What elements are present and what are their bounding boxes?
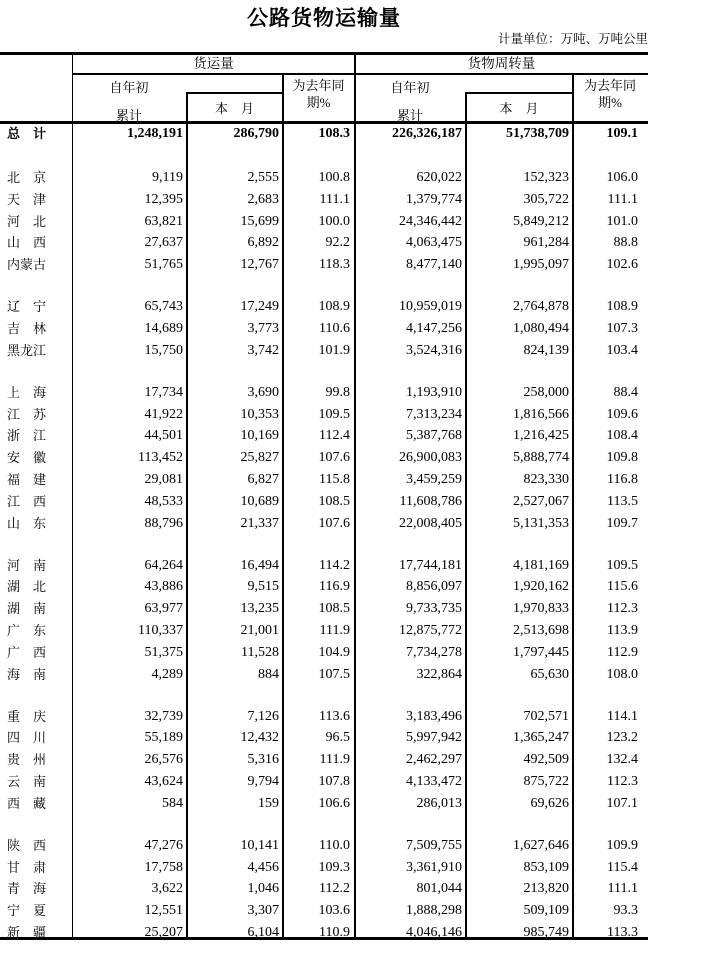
table-row <box>0 343 648 359</box>
cell: 4,147,256 <box>406 321 462 336</box>
cell: 132.4 <box>606 752 638 768</box>
row-label: 北 京 <box>7 170 47 185</box>
cell: 584 <box>162 795 183 811</box>
cell: 12,875,772 <box>399 623 462 638</box>
row-label: 海 南 <box>7 666 47 682</box>
cell: 3,524,316 <box>406 342 462 358</box>
cell: 108.5 <box>318 493 350 509</box>
cell: 109.6 <box>606 406 638 422</box>
cell: 113.5 <box>607 493 638 509</box>
cell: 7,734,278 <box>406 644 462 660</box>
cell: 3,773 <box>247 321 279 336</box>
header-month-1: 本 月 <box>214 101 254 116</box>
cell: 48,533 <box>144 493 183 509</box>
header-month-2: 本 月 <box>499 101 539 116</box>
cell: 1,816,566 <box>513 406 569 422</box>
cell: 65,743 <box>144 299 183 315</box>
cell: 1,365,247 <box>513 730 569 746</box>
cell: 88.4 <box>613 384 638 400</box>
cell: 108.4 <box>606 428 638 444</box>
cell: 13,235 <box>240 601 279 617</box>
page-title: 公路货物运输量 <box>247 6 401 30</box>
cell: 113.3 <box>607 925 638 940</box>
cell: 17,734 <box>144 384 183 400</box>
cell: 213,820 <box>523 881 569 897</box>
row-label: 内蒙古 <box>7 257 47 273</box>
row-label: 河 南 <box>7 557 47 573</box>
row-label: 新 疆 <box>7 925 47 940</box>
header-cumulative-2 <box>355 74 465 129</box>
table-row <box>0 170 648 186</box>
cell: 112.3 <box>607 601 638 617</box>
header-yoy-line2-1: 期% <box>306 95 331 110</box>
cell: 115.4 <box>607 859 638 875</box>
cell: 22,008,405 <box>399 515 462 531</box>
cell: 17,744,181 <box>399 557 462 573</box>
cell: 884 <box>258 666 279 682</box>
cell: 111.1 <box>319 191 350 207</box>
cell: 109.5 <box>318 406 350 422</box>
cell: 1,995,097 <box>513 257 569 273</box>
cell: 4,181,169 <box>513 557 569 573</box>
cell: 15,699 <box>240 213 279 229</box>
cell: 4,289 <box>151 666 183 682</box>
cell: 702,571 <box>523 708 569 724</box>
cell: 1,080,494 <box>513 321 569 336</box>
table-row <box>0 257 648 273</box>
row-label: 广 西 <box>7 644 47 660</box>
row-label: 浙 江 <box>7 428 47 444</box>
cell: 3,307 <box>247 903 279 919</box>
table-row <box>0 903 648 919</box>
cell: 3,742 <box>247 342 279 358</box>
row-label: 云 南 <box>7 774 47 789</box>
cell: 92.2 <box>325 235 350 251</box>
table-row <box>0 752 648 768</box>
cell: 118.3 <box>319 257 350 273</box>
cell: 5,997,942 <box>406 730 462 746</box>
table-row <box>0 558 648 574</box>
row-label: 江 西 <box>7 493 47 509</box>
cell: 63,977 <box>144 601 183 617</box>
cell: 1,248,191 <box>127 126 183 141</box>
cell: 32,739 <box>144 708 183 724</box>
cell: 7,126 <box>247 708 279 724</box>
table-row <box>0 709 648 725</box>
cell: 116.9 <box>319 579 350 595</box>
table-row <box>0 299 648 315</box>
cell: 109.9 <box>606 837 638 853</box>
cell: 620,022 <box>416 170 462 185</box>
table-row <box>0 192 648 208</box>
cell: 11,528 <box>241 644 279 660</box>
cell: 9,794 <box>247 774 279 789</box>
cell: 110.0 <box>319 837 350 853</box>
row-label: 广 东 <box>7 623 47 638</box>
cell: 104.9 <box>318 644 350 660</box>
cell: 107.6 <box>318 515 350 531</box>
row-label: 辽 宁 <box>7 299 47 315</box>
cell: 88.8 <box>613 235 638 251</box>
cell: 3,622 <box>151 881 183 897</box>
cell: 6,827 <box>247 472 279 487</box>
cell: 1,888,298 <box>406 903 462 919</box>
cell: 51,375 <box>144 644 183 660</box>
cell: 12,767 <box>240 257 279 273</box>
cell: 123.2 <box>606 730 638 746</box>
cell: 113.6 <box>319 708 350 724</box>
cell: 96.5 <box>325 730 350 746</box>
cell: 2,555 <box>247 170 279 185</box>
cell: 2,527,067 <box>513 493 569 509</box>
cell: 6,892 <box>247 235 279 251</box>
cell: 5,888,774 <box>513 450 569 466</box>
cell: 824,139 <box>523 342 569 358</box>
cell: 875,722 <box>523 774 569 789</box>
cell: 111.9 <box>319 752 350 768</box>
cell: 4,456 <box>247 859 279 875</box>
cell: 1,216,425 <box>513 428 569 444</box>
cell: 5,387,768 <box>406 428 462 444</box>
cell: 7,509,755 <box>406 837 462 853</box>
cell: 112.4 <box>319 428 350 444</box>
cell: 17,249 <box>240 299 279 315</box>
table-row <box>0 450 648 466</box>
cell: 100.8 <box>318 170 350 185</box>
cell: 10,353 <box>240 406 279 422</box>
cell: 10,169 <box>240 428 279 444</box>
row-label: 河 北 <box>7 213 47 229</box>
cell: 109.1 <box>606 126 638 141</box>
cell: 1,046 <box>247 881 279 897</box>
cell: 10,959,019 <box>399 299 462 315</box>
cell: 110.9 <box>319 925 350 940</box>
header-cumulative-1 <box>72 74 186 129</box>
cell: 102.6 <box>606 257 638 273</box>
cell: 1,920,162 <box>513 579 569 595</box>
table-row <box>0 645 648 661</box>
cell: 115.8 <box>319 472 350 487</box>
cell: 492,509 <box>523 752 569 768</box>
cell: 4,063,475 <box>406 235 462 251</box>
cell: 7,313,234 <box>406 406 462 422</box>
cell: 112.2 <box>319 881 350 897</box>
cell: 51,765 <box>144 257 183 273</box>
cell: 109.3 <box>318 859 350 875</box>
header-yoy-line1-1: 为去年同 <box>292 78 345 93</box>
table-row <box>0 407 648 423</box>
cell: 15,750 <box>144 342 183 358</box>
table-row <box>0 925 648 941</box>
cell: 113.9 <box>607 623 638 638</box>
cell: 110.6 <box>319 321 350 336</box>
cell: 29,081 <box>144 472 183 487</box>
cell: 1,970,833 <box>513 601 569 617</box>
cell: 107.6 <box>318 450 350 466</box>
cell: 10,689 <box>240 493 279 509</box>
header-cumulative-caption-2: 自年初 <box>390 80 430 95</box>
row-label: 西 藏 <box>7 795 47 811</box>
table-row <box>0 126 648 142</box>
cell: 43,886 <box>144 579 183 595</box>
cell: 108.0 <box>606 666 638 682</box>
row-label: 吉 林 <box>7 321 47 336</box>
cell: 5,849,212 <box>513 213 569 229</box>
cell: 108.9 <box>606 299 638 315</box>
cell: 101.9 <box>318 342 350 358</box>
cell: 21,337 <box>240 515 279 531</box>
cell: 985,749 <box>523 925 569 940</box>
cell: 114.1 <box>607 708 638 724</box>
cell: 286,790 <box>233 126 279 141</box>
cell: 159 <box>258 795 279 811</box>
cell: 9,515 <box>247 579 279 595</box>
cell: 2,764,878 <box>513 299 569 315</box>
table-row <box>0 774 648 790</box>
row-label: 陕 西 <box>7 837 47 853</box>
cell: 63,821 <box>144 213 183 229</box>
cell: 1,193,910 <box>406 384 462 400</box>
cell: 258,000 <box>523 384 569 400</box>
cell: 1,627,646 <box>513 837 569 853</box>
table-row <box>0 881 648 897</box>
rule-above-month-2 <box>465 92 574 94</box>
cell: 109.5 <box>606 557 638 573</box>
table-row <box>0 860 648 876</box>
cell: 109.8 <box>606 450 638 466</box>
table-row <box>0 321 648 337</box>
cell: 55,189 <box>144 730 183 746</box>
row-label: 宁 夏 <box>7 903 47 919</box>
cell: 100.0 <box>318 213 350 229</box>
cell: 12,551 <box>144 903 183 919</box>
table-row <box>0 428 648 444</box>
cell: 114.2 <box>319 557 350 573</box>
cell: 51,738,709 <box>506 126 569 141</box>
cell: 112.9 <box>607 644 638 660</box>
cell: 2,513,698 <box>513 623 569 638</box>
cell: 3,690 <box>247 384 279 400</box>
header-cumulative-caption-1: 自年初 <box>109 80 149 95</box>
cell: 152,323 <box>523 170 569 185</box>
cell: 116.8 <box>607 472 638 487</box>
cell: 5,131,353 <box>513 515 569 531</box>
table-row <box>0 623 648 639</box>
cell: 226,326,187 <box>392 126 462 141</box>
table-row <box>0 601 648 617</box>
row-label: 四 川 <box>7 730 47 746</box>
cell: 107.8 <box>318 774 350 789</box>
cell: 961,284 <box>523 235 569 251</box>
cell: 26,576 <box>144 752 183 768</box>
cell: 103.6 <box>318 903 350 919</box>
cell: 6,104 <box>247 925 279 940</box>
cell: 509,109 <box>523 903 569 919</box>
cell: 9,119 <box>152 170 183 185</box>
header-yoy-line2-2: 期% <box>598 95 622 110</box>
row-label: 安 徽 <box>7 450 47 466</box>
cell: 64,264 <box>144 557 183 573</box>
cell: 108.3 <box>318 126 350 141</box>
cell: 8,477,140 <box>406 257 462 273</box>
cell: 108.9 <box>318 299 350 315</box>
cell: 1,797,445 <box>513 644 569 660</box>
table-row <box>0 472 648 488</box>
cell: 112.3 <box>607 774 638 789</box>
rule-above-month-1 <box>186 92 284 94</box>
cell: 9,733,735 <box>406 601 462 617</box>
cell: 16,494 <box>240 557 279 573</box>
cell: 3,361,910 <box>406 859 462 875</box>
cell: 111.1 <box>607 881 638 897</box>
column-group-freight-volume: 货运量 <box>193 56 234 71</box>
table-row <box>0 579 648 595</box>
cell: 8,856,097 <box>406 579 462 595</box>
table-row <box>0 516 648 532</box>
cell: 823,330 <box>523 472 569 487</box>
cell: 305,722 <box>523 191 569 207</box>
cell: 113,452 <box>138 450 183 466</box>
row-label: 山 东 <box>7 515 47 531</box>
cell: 93.3 <box>613 903 638 919</box>
cell: 286,013 <box>416 795 462 811</box>
row-label: 甘 肃 <box>7 859 47 875</box>
row-label: 总 计 <box>7 126 47 141</box>
unit-note: 计量单位：万吨、万吨公里 <box>497 32 648 46</box>
cell: 103.4 <box>606 342 638 358</box>
cell: 12,432 <box>240 730 279 746</box>
table-row <box>0 838 648 854</box>
table-row <box>0 385 648 401</box>
cell: 111.1 <box>607 191 638 207</box>
cell: 107.5 <box>318 666 350 682</box>
row-label: 青 海 <box>7 881 47 897</box>
cell: 322,864 <box>416 666 462 682</box>
table-row <box>0 796 648 812</box>
row-label: 黑龙江 <box>7 342 47 358</box>
row-label: 湖 北 <box>7 579 47 595</box>
cell: 99.8 <box>325 384 350 400</box>
cell: 44,501 <box>144 428 183 444</box>
cell: 11,608,786 <box>399 493 462 509</box>
row-label: 山 西 <box>7 235 47 251</box>
cell: 106.0 <box>606 170 638 185</box>
cell: 3,183,496 <box>406 708 462 724</box>
row-label: 重 庆 <box>7 708 47 724</box>
cell: 107.3 <box>606 321 638 336</box>
table-row <box>0 235 648 251</box>
cell: 801,044 <box>416 881 462 897</box>
table-row <box>0 667 648 683</box>
cell: 115.6 <box>607 579 638 595</box>
cell: 101.0 <box>606 213 638 229</box>
cell: 4,046,146 <box>406 925 462 940</box>
cell: 107.1 <box>606 795 638 811</box>
row-label: 湖 南 <box>7 601 47 617</box>
cell: 26,900,083 <box>399 450 462 466</box>
cell: 12,395 <box>144 191 183 207</box>
header-cumulative-label-1: 累计 <box>115 107 142 123</box>
cell: 3,459,259 <box>406 472 462 487</box>
cell: 106.6 <box>318 795 350 811</box>
cell: 2,683 <box>247 191 279 207</box>
cell: 25,827 <box>240 450 279 466</box>
header-yoy-line1-2: 为去年同 <box>583 78 636 93</box>
row-label: 贵 州 <box>7 752 47 768</box>
cell: 25,207 <box>144 925 183 940</box>
cell: 4,133,472 <box>406 774 462 789</box>
table-row <box>0 730 648 746</box>
row-label: 天 津 <box>7 191 47 207</box>
row-label: 上 海 <box>7 384 47 400</box>
header-cumulative-label-2: 累计 <box>396 107 423 123</box>
cell: 17,758 <box>144 859 183 875</box>
cell: 111.9 <box>319 623 350 638</box>
row-label: 福 建 <box>7 472 47 487</box>
cell: 21,001 <box>240 623 279 638</box>
header-yoy-1 <box>283 77 354 111</box>
cell: 10,141 <box>240 837 279 853</box>
cell: 2,462,297 <box>406 752 462 768</box>
cell: 43,624 <box>144 774 183 789</box>
column-group-freight-turnover: 货物周转量 <box>467 56 536 71</box>
cell: 5,316 <box>247 752 279 768</box>
cell: 14,689 <box>144 321 183 336</box>
cell: 69,626 <box>530 795 569 811</box>
cell: 853,109 <box>523 859 569 875</box>
cell: 1,379,774 <box>406 191 462 207</box>
table-row <box>0 214 648 230</box>
cell: 109.7 <box>606 515 638 531</box>
header-yoy-2 <box>573 77 647 111</box>
cell: 108.5 <box>318 601 350 617</box>
table-row <box>0 494 648 510</box>
cell: 24,346,442 <box>399 213 462 229</box>
cell: 41,922 <box>144 406 183 422</box>
cell: 65,630 <box>530 666 569 682</box>
cell: 88,796 <box>144 515 183 531</box>
cell: 47,276 <box>144 837 183 853</box>
cell: 27,637 <box>144 235 183 251</box>
row-label: 江 苏 <box>7 406 47 422</box>
cell: 110,337 <box>138 623 183 638</box>
